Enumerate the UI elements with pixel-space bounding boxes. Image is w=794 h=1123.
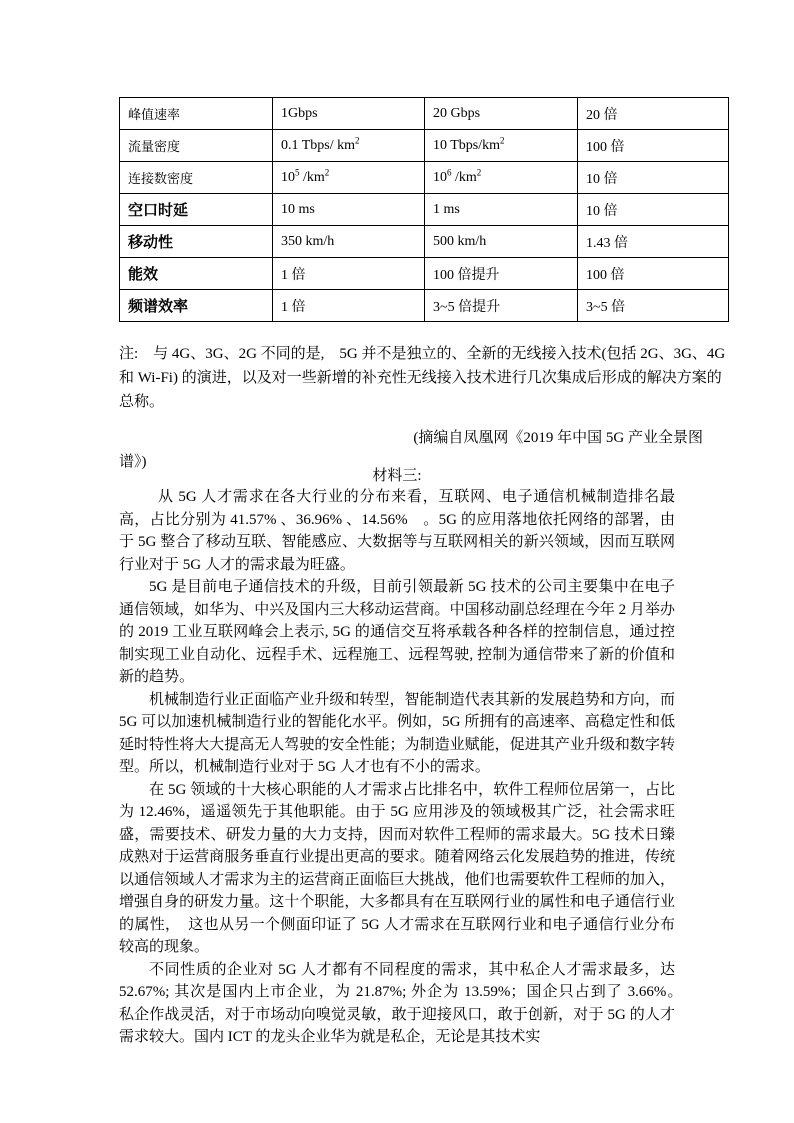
paragraph: 从 5G 人才需求在各大行业的分布来看，互联网、电子通信机械制造排名最高，占比分别为 41.57% 、36.96% 、14.56% 。5G 的应用落地依托网络的部署，由于 5G 整合了移动互联、智能感应、大数据等与互联网相关的新兴领域，因而互联网行业对于 5G 人才的需求最为旺盛。	[119, 489, 675, 573]
value-5g-cell	[425, 290, 578, 322]
metric-cell	[120, 130, 273, 162]
unit: /km	[299, 169, 325, 185]
metric-label: 峰值速率	[128, 108, 181, 123]
value-5g-cell-value: 100 倍提升	[433, 267, 500, 283]
value-5g-cell	[425, 130, 578, 162]
unit: /km	[451, 169, 477, 185]
ratio-cell	[578, 130, 729, 162]
value-5g-cell	[425, 162, 578, 194]
value-5g-cell-value: 10	[433, 169, 447, 185]
exponent: 6	[447, 166, 452, 177]
body-text	[119, 486, 691, 1049]
ratio-cell	[578, 194, 729, 226]
value-5g-cell-value: 20 Gbps	[433, 105, 481, 121]
ratio-cell	[578, 258, 729, 290]
value-5g-cell-value: 1 ms	[433, 201, 460, 217]
value-5g-cell-value: 500 km/h	[433, 233, 487, 249]
value-5g-cell	[425, 98, 578, 130]
value-5g-cell-value: 10 Tbps/km	[433, 137, 501, 153]
value-4g-cell-value: 350 km/h	[281, 233, 335, 249]
table-row	[120, 290, 729, 322]
value-5g-cell-value: 3~5 倍提升	[433, 299, 501, 315]
paragraph: 机械制造行业正面临产业升级和转型，智能制造代表其新的发展趋势和方向，而 5G 可以加速机械制造行业的智能化水平。例如，5G 所拥有的高速率、高稳定性和低延时特性将大大提高无人驾驶的安全性能；为制造业赋能，促进其产业升级和数字转型。所以，机械制造行业对于 5G 人才也有不小的需求。	[119, 691, 675, 775]
metric-cell	[120, 258, 273, 290]
unit-superscript: 2	[476, 166, 482, 177]
ratio-value: 20 倍	[586, 107, 618, 123]
metric-cell	[120, 98, 273, 130]
paragraph: 在 5G 领域的十大核心职能的人才需求占比排名中，软件工程师位居第一，占比为 12.46%，遥遥领先于其他职能。由于 5G 应用涉及的领域极其广泛，社会需求旺盛，需要技术、研发力量的大力支持，因而对软件工程师的需求最大。5G 技术日臻成熟对于运营商服务垂直行业提出更高的要求。随着网络云化发展趋势的推进，传统以通信领域人才需求为主的运营商正面临巨大挑战，他们也需要软件工程师的加入，增强自身的研发力量。这十个职能，大多都具有在互联网行业的属性和电子通信行业的属性， 这也从另一个侧面印证了 5G 人才需求在互联网行业和电子通信行业分布较高的现象。	[119, 781, 675, 955]
value-4g-cell-value: 10	[281, 169, 295, 185]
metric-label: 连接数密度	[128, 172, 194, 187]
paragraph: 不同性质的企业对 5G 人才都有不同程度的需求，其中私企人才需求最多，达 52.67%; 其次是国内上市企业，为 21.87%; 外企为 13.59%；国企只占到了 3.66%。 私企作战灵活，对于市场动向嗅觉灵敏，敢于迎接风口，敢于创新，对于 5G 的人才需求较大。国内 ICT 的龙头企业华为就是私企，无论是其技术实	[119, 961, 691, 1045]
table-row	[120, 194, 729, 226]
table-row	[120, 162, 729, 194]
metric-cell	[120, 290, 273, 322]
metric-cell	[120, 226, 273, 258]
value-5g-cell	[425, 258, 578, 290]
source-line-2: 谱》)	[119, 454, 147, 470]
value-4g-cell-value: 1 倍	[281, 299, 306, 315]
metric-label: 频谱效率	[128, 297, 189, 315]
metric-label: 流量密度	[128, 140, 181, 155]
table-row	[120, 226, 729, 258]
unit-superscript: 2	[324, 166, 330, 177]
table-note: 注: 与 4G、3G、2G 不同的是, 5G 并不是独立的、全新的无线接入技术(包括 2G、3G、4G 和 Wi-Fi) 的演进，以及对一些新增的补充性无线接入技术进行几次集成后形成的解决方案的总称。	[119, 346, 726, 410]
value-4g-cell-value: 10 ms	[281, 201, 315, 217]
value-4g-cell	[273, 130, 425, 162]
material-heading: 材料三:	[372, 468, 422, 484]
ratio-cell	[578, 162, 729, 194]
table-row	[120, 130, 729, 162]
ratio-value: 10 倍	[586, 203, 618, 219]
ratio-cell	[578, 98, 729, 130]
metric-cell	[120, 162, 273, 194]
value-4g-cell	[273, 258, 425, 290]
unit-superscript: 2	[355, 134, 360, 145]
unit-superscript: 2	[500, 134, 505, 145]
value-4g-cell	[273, 290, 425, 322]
metric-label: 空口时延	[128, 201, 189, 219]
ratio-value: 10 倍	[586, 171, 618, 187]
ratio-cell	[578, 226, 729, 258]
value-5g-cell	[425, 226, 578, 258]
ratio-value: 3~5 倍	[586, 299, 626, 315]
value-4g-cell	[273, 194, 425, 226]
table-row	[120, 258, 729, 290]
value-4g-cell-value: 0.1 Tbps/ km	[281, 137, 356, 153]
paragraph: 5G 是目前电子通信技术的升级，目前引领最新 5G 技术的公司主要集中在电子通信领域，如华为、中兴及国内三大移动运营商。中国移动副总经理在今年 2 月举办的 2019 工业互联网峰会上表示, 5G 的通信交互将承载各种各样的控制信息，通过控制实现工业自动化、远程手术、远程施工、远程驾驶, 控制为通信带来了新的价值和新的趋势。	[119, 579, 675, 685]
metric-cell	[120, 194, 273, 226]
source-line-1: (摘编自凤凰网《2019 年中国 5G 产业全景图	[413, 430, 703, 446]
value-4g-cell	[273, 162, 425, 194]
value-4g-cell	[273, 98, 425, 130]
ratio-value: 100 倍	[586, 139, 625, 155]
comparison-table	[119, 97, 729, 322]
metric-label: 能效	[128, 265, 159, 283]
value-5g-cell	[425, 194, 578, 226]
value-4g-cell-value: 1Gbps	[281, 105, 318, 121]
ratio-cell	[578, 290, 729, 322]
value-4g-cell	[273, 226, 425, 258]
exponent: 5	[295, 166, 300, 177]
table-row	[120, 98, 729, 130]
ratio-value: 100 倍	[586, 267, 625, 283]
ratio-value: 1.43 倍	[586, 235, 628, 251]
value-4g-cell-value: 1 倍	[281, 267, 306, 283]
metric-label: 移动性	[128, 233, 174, 251]
